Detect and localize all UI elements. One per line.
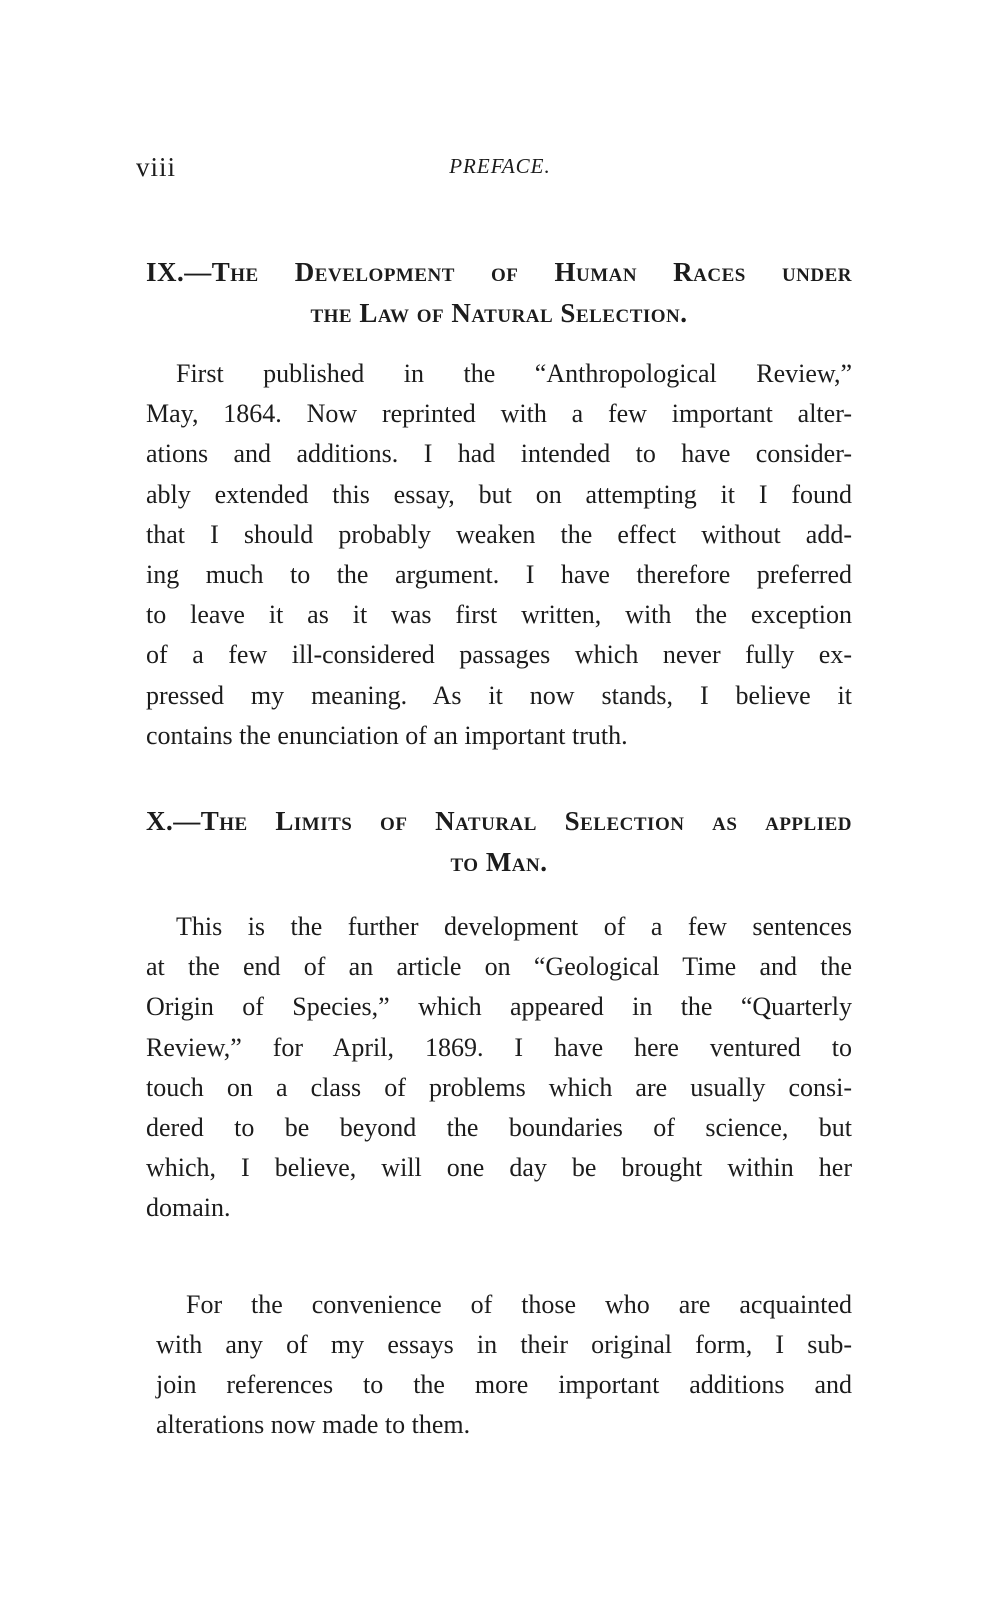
text-line: For the convenience of those who are acquainted	[186, 1289, 852, 1319]
running-title: PREFACE.	[449, 154, 551, 178]
text-line: ing much to the argument. I have therefore preferred	[146, 560, 852, 590]
running-head	[0, 152, 1000, 192]
text-line: dered to be beyond the boundaries of science, but	[146, 1113, 852, 1143]
heading-line: to Man.	[450, 847, 548, 878]
text-line: domain.	[146, 1193, 231, 1223]
page-content	[146, 252, 852, 1445]
text-line: of a few ill-considered passages which never fully ex-	[146, 640, 852, 670]
text-line: at the end of an article on “Geological Time and the	[146, 952, 852, 982]
text-line: which, I believe, will one day be brought within her	[146, 1153, 852, 1183]
text-line: Origin of Species,” which appeared in the “Quarterly	[146, 992, 852, 1022]
text-line: First published in the “Anthropological Review,”	[176, 359, 852, 388]
text-line: contains the enunciation of an important truth.	[146, 720, 628, 750]
heading-line: X.—The Limits of Natural Selection as applied	[146, 806, 852, 837]
text-line: alterations now made to them.	[156, 1410, 471, 1440]
section-heading-x	[146, 801, 852, 883]
text-line: Review,” for April, 1869. I have here ventured to	[146, 1032, 852, 1062]
page-number: viii	[136, 152, 177, 182]
text-line: This is the further development of a few sentences	[176, 912, 852, 942]
text-line: join references to the more important additions and	[156, 1370, 852, 1400]
text-line: ably extended this essay, but on attempting it I found	[146, 479, 852, 509]
text-line: to leave it as it was first written, with the exception	[146, 600, 852, 630]
heading-line: IX.—The Development of Human Races under	[146, 257, 852, 287]
text-line: touch on a class of problems which are usually consi-	[146, 1072, 852, 1102]
section-heading-ix	[146, 252, 852, 334]
heading-line: the Law of Natural Selection.	[310, 298, 688, 328]
section-paragraph-x	[146, 907, 852, 1229]
text-line: that I should probably weaken the effect without add-	[146, 519, 852, 549]
text-line: with any of my essays in their original form, I sub-	[156, 1329, 852, 1359]
text-line: ations and additions. I had intended to have consider-	[146, 439, 852, 469]
closing-paragraph	[146, 1285, 852, 1446]
text-line: May, 1864. Now reprinted with a few important alter-	[146, 399, 852, 429]
section-paragraph-ix	[146, 354, 852, 756]
text-line: pressed my meaning. As it now stands, I believe it	[146, 680, 852, 710]
